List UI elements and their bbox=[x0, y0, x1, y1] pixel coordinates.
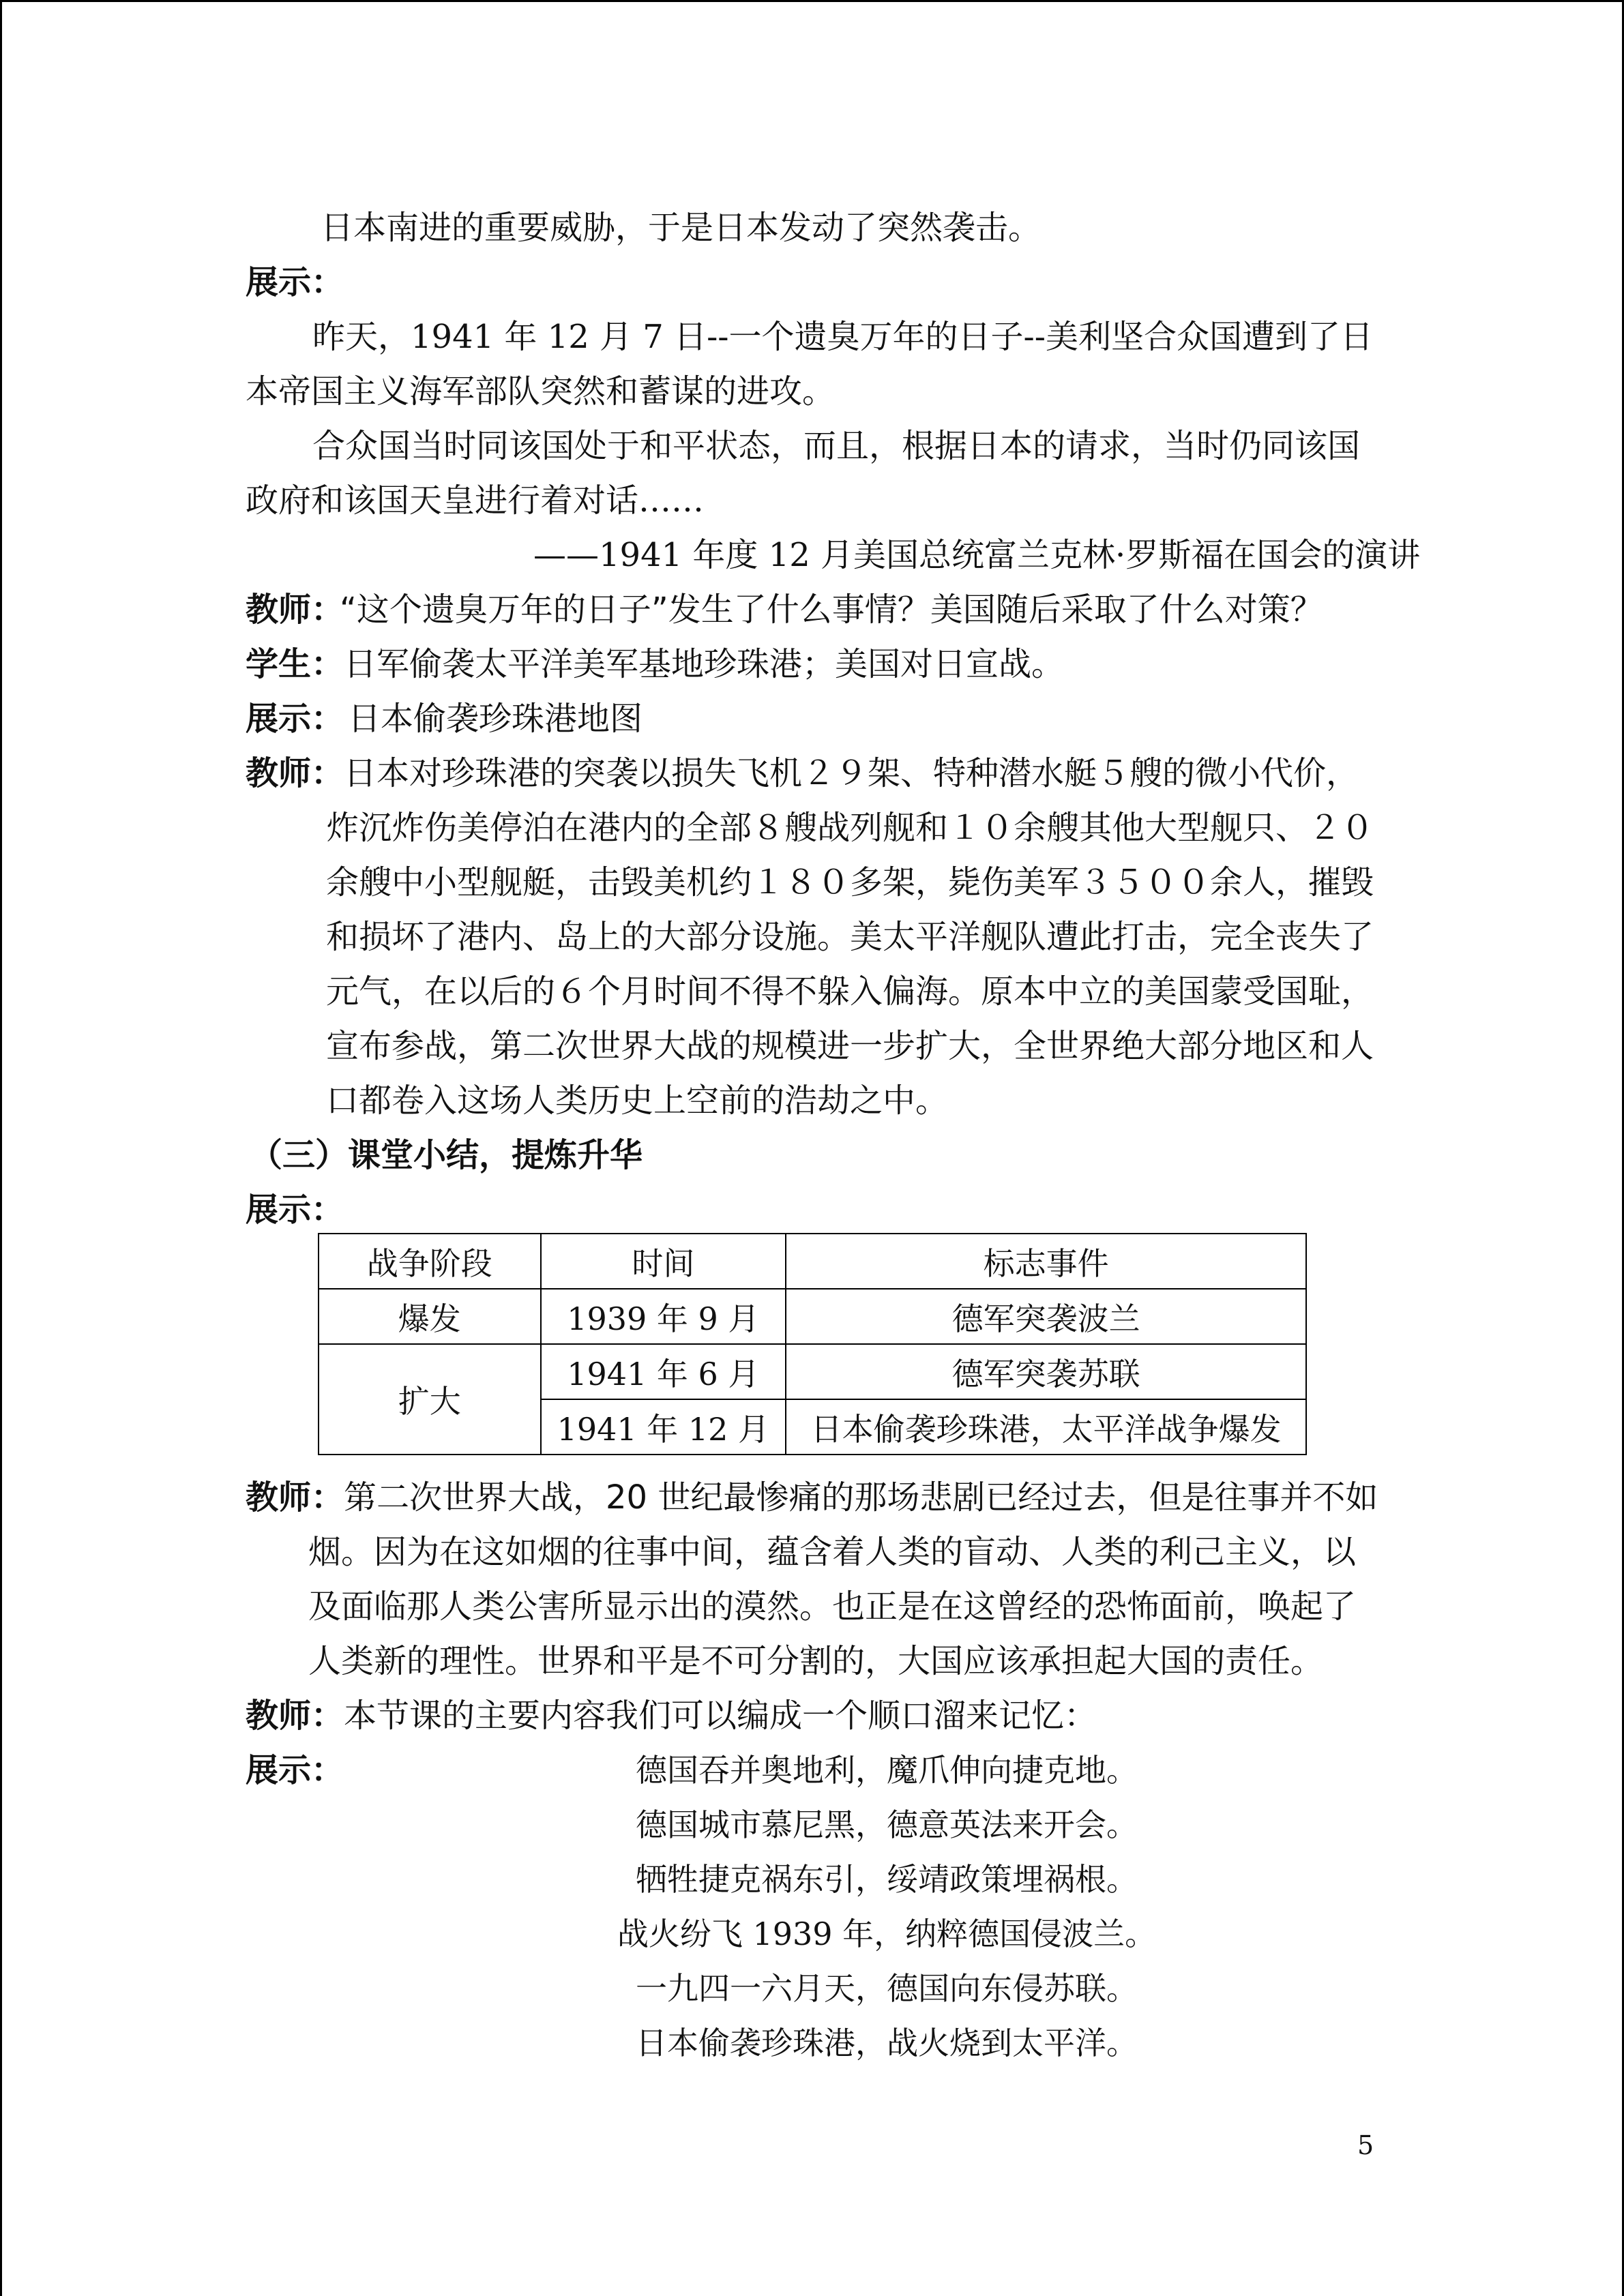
table-header-cell: 战争阶段 bbox=[319, 1234, 541, 1289]
table-row bbox=[319, 1344, 1306, 1399]
table-cell: 日本偷袭珍珠港，太平洋战争爆发 bbox=[786, 1399, 1306, 1455]
table-cell: 爆发 bbox=[319, 1289, 541, 1344]
table-row bbox=[319, 1289, 1306, 1344]
text-line: 昨天，1941 年 12 月 7 日--一个遗臭万年的日子--美利坚合众国遭到了日 bbox=[312, 318, 1373, 356]
text-line: 日军偷袭太平洋美军基地珍珠港；美国对日宣战。 bbox=[344, 645, 1065, 683]
poem-line: 德国城市慕尼黑，德意英法来开会。 bbox=[636, 1806, 1138, 1843]
page-left-border bbox=[0, 0, 2, 2296]
summary-table bbox=[318, 1233, 1307, 1455]
text-line: “这个遗臭万年的日子”发生了什么事情？美国随后采取了什么对策？ bbox=[340, 591, 1323, 629]
label-teacher: 教师： bbox=[246, 1697, 344, 1735]
text-line: 合众国当时同该国处于和平状态，而且，根据日本的请求，当时仍同该国 bbox=[312, 427, 1361, 465]
text-line: 宣布参战，第二次世界大战的规模进一步扩大，全世界绝大部分地区和人 bbox=[326, 1027, 1374, 1065]
poem-line: 牺牲捷克祸东引，绥靖政策埋祸根。 bbox=[636, 1861, 1138, 1898]
label-teacher: 教师： bbox=[246, 1478, 344, 1517]
label-show: 展示： bbox=[246, 700, 344, 738]
table-cell: 1941 年 12 月 bbox=[541, 1399, 786, 1455]
label-show: 展示： bbox=[246, 1751, 344, 1789]
text-line: 日本南进的重要威胁，于是日本发动了突然袭击。 bbox=[321, 209, 1042, 247]
text-line: 政府和该国天皇进行着对话…… bbox=[246, 481, 705, 520]
poem-line: 日本偷袭珍珠港，战火烧到太平洋。 bbox=[636, 2025, 1138, 2061]
text-line: 第二次世界大战，20 世纪最惨痛的那场悲剧已经过去，但是往事并不如 bbox=[344, 1478, 1378, 1517]
quote-source: ——1941 年度 12 月美国总统富兰克林·罗斯福在国会的演讲 bbox=[533, 536, 1421, 574]
text-line: 本帝国主义海军部队突然和蓄谋的进攻。 bbox=[246, 372, 836, 411]
section-heading: （三）课堂小结，提炼升华 bbox=[250, 1136, 643, 1174]
text-line: 日本偷袭珍珠港地图 bbox=[348, 700, 643, 738]
label-teacher: 教师： bbox=[246, 754, 344, 792]
table-cell: 扩大 bbox=[319, 1344, 541, 1455]
label-show: 展示： bbox=[246, 263, 344, 301]
table-cell: 德军突袭波兰 bbox=[786, 1289, 1306, 1344]
page-top-border bbox=[0, 0, 1624, 2]
text-line: 炸沉炸伤美停泊在港内的全部８艘战列舰和１０余艘其他大型舰只、２０ bbox=[326, 809, 1374, 847]
text-line: 及面临那人类公害所显示出的漠然。也正是在这曾经的恐怖面前，唤起了 bbox=[308, 1587, 1357, 1626]
poem-line: 德国吞并奥地利，魔爪伸向捷克地。 bbox=[636, 1752, 1138, 1789]
table-header-cell: 标志事件 bbox=[786, 1234, 1306, 1289]
text-line: 口都卷入这场人类历史上空前的浩劫之中。 bbox=[326, 1082, 949, 1120]
table-cell: 德军突袭苏联 bbox=[786, 1344, 1306, 1399]
label-student: 学生： bbox=[246, 645, 344, 683]
text-line: 余艘中小型舰艇，击毁美机约１８０多架，毙伤美军３５００余人，摧毁 bbox=[326, 863, 1374, 901]
page-number: 5 bbox=[1357, 2130, 1374, 2160]
text-line: 日本对珍珠港的突袭以损失飞机２９架、特种潜水艇５艘的微小代价， bbox=[344, 754, 1359, 792]
text-line: 烟。因为在这如烟的往事中间，蕴含着人类的盲动、人类的利己主义，以 bbox=[308, 1533, 1357, 1571]
label-teacher: 教师： bbox=[246, 591, 344, 629]
label-show: 展示： bbox=[246, 1191, 344, 1229]
table-header-cell: 时间 bbox=[541, 1234, 786, 1289]
table-cell: 1939 年 9 月 bbox=[541, 1289, 786, 1344]
text-line: 元气，在以后的６个月时间不得不躲入偏海。原本中立的美国蒙受国耻， bbox=[326, 972, 1374, 1011]
text-line: 和损坏了港内、岛上的大部分设施。美太平洋舰队遭此打击，完全丧失了 bbox=[326, 918, 1374, 956]
poem-line: 战火纷飞 1939 年，纳粹德国侵波兰。 bbox=[617, 1915, 1157, 1952]
text-line: 人类新的理性。世界和平是不可分割的，大国应该承担起大国的责任。 bbox=[308, 1642, 1324, 1680]
text-line: 本节课的主要内容我们可以编成一个顺口溜来记忆： bbox=[344, 1697, 1097, 1735]
poem-line: 一九四一六月天，德国向东侵苏联。 bbox=[636, 1970, 1138, 2007]
table-header-row bbox=[319, 1234, 1306, 1289]
table-cell: 1941 年 6 月 bbox=[541, 1344, 786, 1399]
